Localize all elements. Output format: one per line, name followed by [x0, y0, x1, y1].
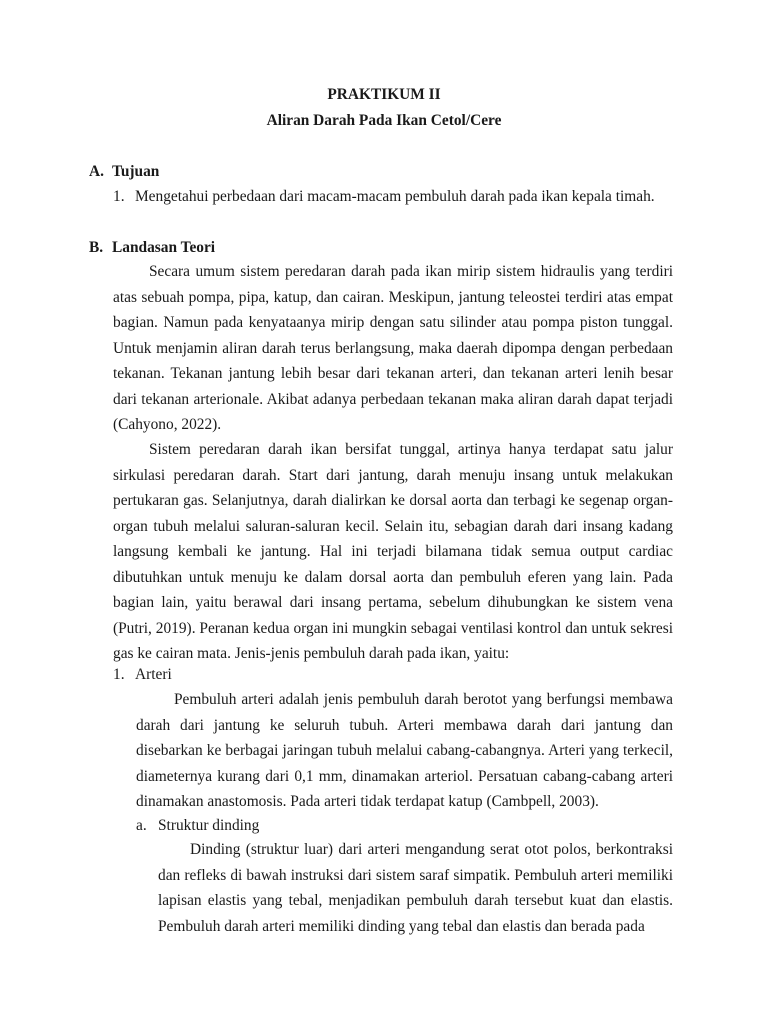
document-subtitle: Aliran Darah Pada Ikan Cetol/Cere — [266, 112, 502, 129]
document-title: PRAKTIKUM II — [327, 86, 441, 103]
section-b-heading — [89, 239, 215, 257]
landasan-item-1 — [113, 666, 673, 684]
struktur-dinding-paragraph: Dinding (struktur luar) dari arteri mengandung serat otot polos, berkontraksi dan refleks di bawah instruksi dari sistem saraf simpatik. Pembuluh arteri memiliki lapisan elastis yang tebal, menjadikan pembuluh darah tersebut kuat dan elastis. Pembuluh darah arteri memiliki dinding yang tebal dan elastis dan berada pada — [158, 841, 673, 935]
section-a-heading — [89, 163, 159, 181]
section-b-letter: B. — [89, 239, 104, 256]
tujuan-item-1-text: Mengetahui perbedaan dari macam-macam pembuluh darah pada ikan kepala timah. — [135, 188, 655, 205]
section-a-letter: A. — [89, 163, 104, 180]
landasan-item-1-text: Arteri — [135, 666, 172, 683]
landasan-paragraph-2: Sistem peredaran darah ikan bersifat tunggal, artinya hanya terdapat satu jalur sirkulasi peredaran darah. Start dari jantung, darah menuju insang untuk melakukan pertukaran gas. Selanjutnya, darah dialirkan ke dorsal aorta dan terbagi ke segenap organ-organ tubuh melalui saluran-saluran kecil. Selain itu, sebagian darah dari insang kadang langsung kembali ke jantung. Hal ini terjadi bilamana tidak semua output cardiac dibutuhkan untuk menuju ke dalam dorsal aorta dan pembuluh eferen yang lain. Pada bagian lain, yaitu berawal dari insang pertama, sebelum dihubungkan ke sistem vena (Putri, 2019). Peranan kedua organ ini mungkin sebagai ventilasi kontrol dan untuk sekresi gas ke cairan mata. Jenis-jenis pembuluh darah pada ikan, yaitu: — [113, 441, 673, 662]
landasan-item-1-number: 1. — [113, 666, 125, 683]
section-b-title: Landasan Teori — [112, 239, 216, 256]
landasan-paragraph-1: Secara umum sistem peredaran darah pada ikan mirip sistem hidraulis yang terdiri atas sebuah pompa, pipa, katup, dan cairan. Meskipun, jantung teleostei terdiri atas empat bagian. Namun pada kenyataanya mirip dengan satu silinder atau pompa piston tunggal. Untuk menjamin aliran darah terus berlangsung, maka daerah dipompa dengan perbedaan tekanan. Tekanan jantung lebih besar dari tekanan arteri, dan tekanan arteri lenih besar dari tekanan arterionale. Akibat adanya perbedaan tekanan maka aliran darah dapat terjadi (Cahyono, 2022). — [113, 263, 673, 433]
tujuan-item-1-number: 1. — [113, 188, 125, 205]
arteri-subitem-a-text: Struktur dinding — [158, 817, 260, 834]
section-a-title: Tujuan — [112, 163, 160, 180]
arteri-paragraph: Pembuluh arteri adalah jenis pembuluh darah berotot yang berfungsi membawa darah dari jantung ke seluruh tubuh. Arteri membawa darah dari jantung dan disebarkan ke berbagai jaringan tubuh melalui cabang-cabangnya. Arteri yang terkecil, diameternya kurang dari 0,1 mm, dinamakan arteriol. Persatuan cabang-cabang arteri dinamakan anastomosis. Pada arteri tidak terdapat katup (Cambpell, 2003). — [136, 691, 673, 810]
tujuan-item-1 — [113, 188, 673, 206]
arteri-subitem-a — [136, 817, 259, 835]
arteri-subitem-a-letter: a. — [136, 817, 147, 834]
